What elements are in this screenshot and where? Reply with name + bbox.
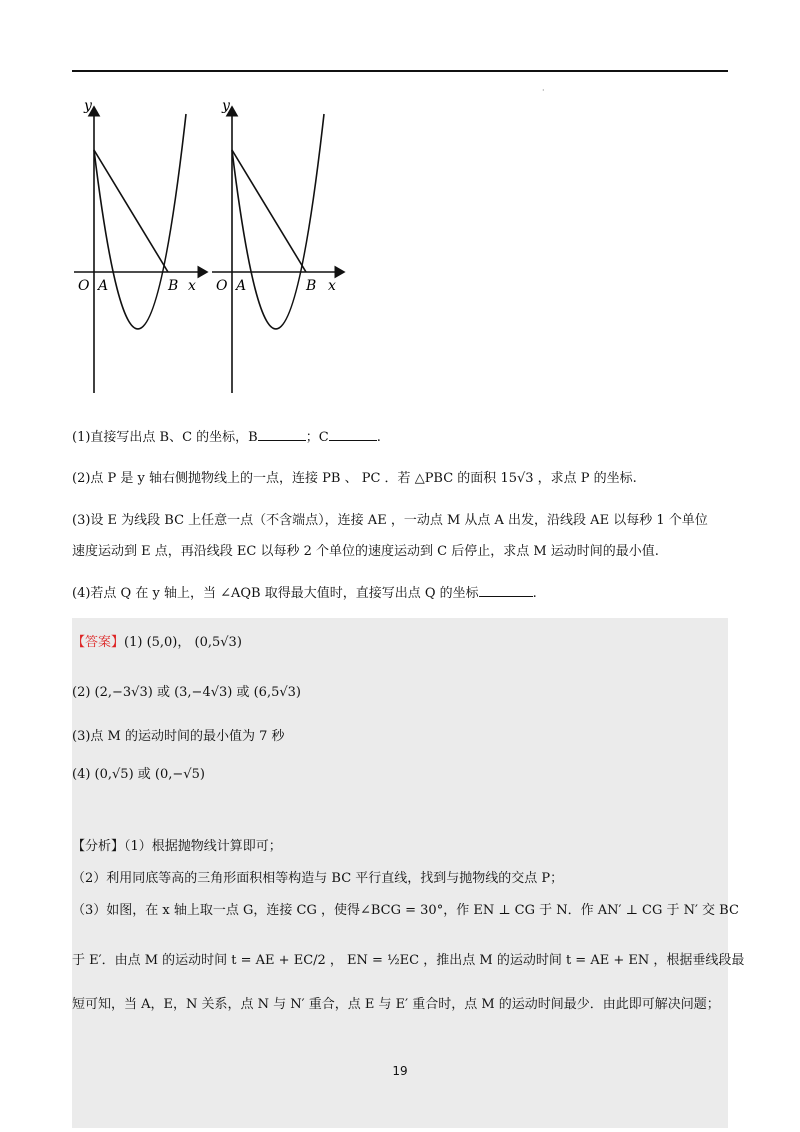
- figure-right: [212, 98, 344, 393]
- figure-left: [74, 98, 207, 393]
- point-b-label: B: [306, 278, 317, 294]
- question-1-end: .: [376, 430, 381, 445]
- answer-blank-c: [329, 428, 377, 441]
- answer-blank-b: [258, 428, 306, 441]
- question-1-prefix: (1)直接写出点 B、C 的坐标，B: [72, 430, 258, 445]
- answer-blank-q: [479, 584, 533, 597]
- question-2: (2)点 P 是 y 轴右侧抛物线上的一点，连接 PB 、 PC ．若 △PBC 的面积 15√3 ，求点 P 的坐标.: [72, 471, 637, 486]
- question-3-line-1: (3)设 E 为线段 BC 上任意一点（不含端点），连接 AE ，一动点 M 从点 A 出发，沿线段 AE 以每秒 1 个单位: [72, 513, 708, 528]
- answer-1: [72, 634, 242, 652]
- analysis-line-3: （3）如图，在 x 轴上取一点 G，连接 CG ，使得∠BCG = 30°，作 EN ⊥ CG 于 N．作 AN′ ⊥ CG 于 N′ 交 BC: [72, 903, 739, 918]
- x-axis-label: x: [188, 278, 196, 294]
- point-a-label: A: [98, 278, 109, 294]
- question-4-prefix: (4)若点 Q 在 y 轴上，当 ∠AQB 取得最大值时，直接写出点 Q 的坐标: [72, 586, 479, 601]
- point-b-label: B: [168, 278, 179, 294]
- origin-label: O: [216, 278, 228, 294]
- question-4: [72, 584, 537, 603]
- y-axis-label: y: [84, 98, 92, 114]
- origin-label: O: [78, 278, 90, 294]
- question-3-line-2: 速度运动到 E 点，再沿线段 EC 以每秒 2 个单位的速度运动到 C 后停止，求点 M 运动时间的最小值.: [72, 544, 659, 559]
- question-1-mid: ；C: [305, 430, 329, 445]
- answer-2: (2) (2,−3√3) 或 (3,−4√3) 或 (6,5√3): [72, 685, 301, 700]
- answer-tag: 【答案】: [72, 635, 125, 650]
- parabola-figures: [72, 95, 372, 400]
- answer-1-text: (1) (5,0)， (0,5√3): [124, 635, 242, 650]
- point-a-label: A: [236, 278, 247, 294]
- x-axis-label: x: [328, 278, 336, 294]
- analysis-line-2: （2）利用同底等高的三角形面积相等构造与 BC 平行直线，找到与抛物线的交点 P；: [72, 871, 564, 886]
- answer-3: (3)点 M 的运动时间的最小值为 7 秒: [72, 729, 285, 744]
- question-4-end: .: [532, 586, 537, 601]
- analysis-line-1: 【分析】（1）根据抛物线计算即可；: [72, 839, 282, 854]
- header-rule: [72, 70, 728, 72]
- analysis-line-5: 短可知，当 A，E，N 关系，点 N 与 N′ 重合，点 E 与 E′ 重合时，点 M 的运动时间最少．由此即可解决问题；: [72, 997, 720, 1012]
- answer-4: (4) (0,√5) 或 (0,−√5): [72, 767, 205, 782]
- y-axis-label: y: [222, 98, 230, 114]
- stray-mark: ·: [542, 86, 545, 95]
- analysis-line-4: 于 E′．由点 M 的运动时间 t = AE + EC/2 ， EN = ½EC ，推出点 M 的运动时间 t = AE + EN ，根据垂线段最: [72, 953, 745, 968]
- question-1: [72, 428, 381, 447]
- page-number: 19: [392, 1064, 408, 1078]
